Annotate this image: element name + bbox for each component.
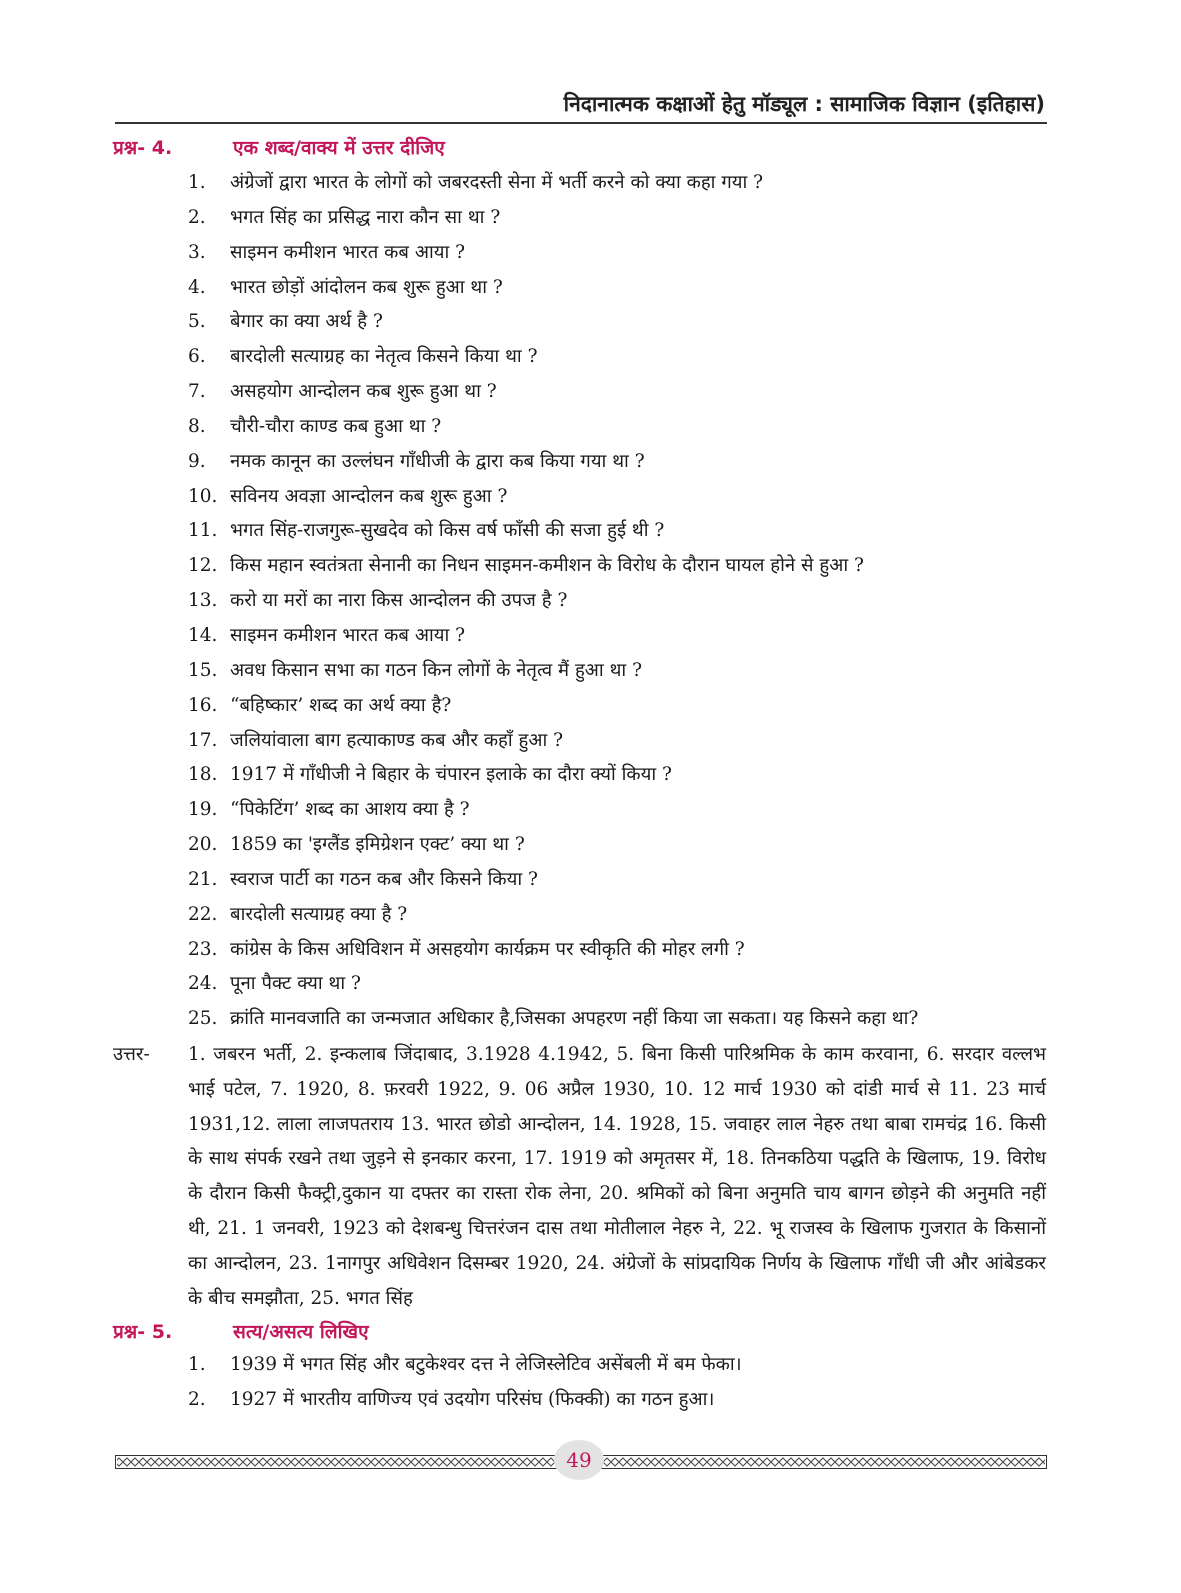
question-text: साइमन कमीशन भारत कब आया ?	[230, 241, 466, 263]
page-header-title: निदानात्मक कक्षाओं हेतु मॉड्यूल : सामाजिक विज्ञान (इतिहास)	[563, 92, 1045, 116]
question-text: असहयोग आन्दोलन कब शुरू हुआ था ?	[230, 381, 497, 403]
question-number: 14.	[188, 624, 218, 646]
question-number: 23.	[188, 938, 218, 960]
question-item	[188, 271, 918, 306]
question-item	[188, 445, 918, 480]
question-text: “बहिष्कार’ शब्द का अर्थ क्या है?	[230, 694, 452, 716]
section-4-label: प्रश्न- 4.	[113, 137, 173, 159]
question-item	[188, 1348, 742, 1383]
question-item	[188, 480, 918, 515]
question-item	[188, 898, 918, 933]
question-text: 1859 का 'इग्लैंड इमिग्रेशन एक्ट’ क्या था ?	[230, 834, 525, 856]
question-number: 5.	[188, 311, 206, 333]
question-item	[188, 863, 918, 898]
question-text: 1917 में गाँधीजी ने बिहार के चंपारन इलाके का दौरा क्यों किया ?	[230, 764, 672, 786]
question-text: “पिकेटिंग’ शब्द का आशय क्या है ?	[230, 799, 470, 821]
question-item	[188, 340, 918, 375]
question-item	[188, 967, 918, 1002]
question-number: 3.	[188, 241, 206, 263]
page-number-badge: 49	[554, 1440, 604, 1480]
question-text: अंग्रेजों द्वारा भारत के लोगों को जबरदस्ती सेना में भर्ती करने को क्या कहा गया ?	[230, 172, 764, 193]
section-5-heading	[113, 1318, 369, 1344]
question-text: अवध किसान सभा का गठन किन लोगों के नेतृत्व मैं हुआ था ?	[230, 659, 643, 681]
question-text: किस महान स्वतंत्रता सेनानी का निधन साइमन-कमीशन के विरोध के दौरान घायल होने से हुआ ?	[230, 555, 864, 577]
question-item	[188, 689, 918, 724]
question-number: 22.	[188, 903, 218, 925]
question-number: 13.	[188, 590, 218, 612]
question-number: 7.	[188, 381, 206, 403]
question-number: 16.	[188, 694, 218, 716]
question-text: भारत छोड़ों आंदोलन कब शुरू हुआ था ?	[230, 276, 503, 298]
question-text: स्वराज पार्टी का गठन कब और किसने किया ?	[230, 868, 538, 890]
question-number: 9.	[188, 450, 206, 472]
question-number: 10.	[188, 485, 218, 507]
question-text: बारदोली सत्याग्रह क्या है ?	[230, 903, 408, 925]
question-number: 11.	[188, 520, 218, 542]
question-number: 12.	[188, 555, 218, 577]
question-number: 1.	[188, 172, 206, 193]
header-divider	[115, 122, 1047, 124]
question-text: भगत सिंह का प्रसिद्ध नारा कौन सा था ?	[230, 206, 501, 228]
question-number: 4.	[188, 276, 206, 298]
question-item	[188, 201, 918, 236]
question-text: चौरी-चौरा काण्ड कब हुआ था ?	[230, 415, 442, 437]
section-4-heading	[113, 134, 445, 160]
question-text: सविनय अवज्ञा आन्दोलन कब शुरू हुआ ?	[230, 485, 508, 507]
question-item	[188, 933, 918, 968]
answer-label: उत्तर-	[113, 1044, 150, 1065]
question-item	[188, 793, 918, 828]
question-number: 2.	[188, 206, 206, 228]
question-number: 6.	[188, 346, 206, 368]
question-text: क्रांति मानवजाति का जन्मजात अधिकार है,जिसका अपहरण नहीं किया जा सकता। यह किसने कहा था?	[230, 1008, 919, 1030]
section-5-label: प्रश्न- 5.	[113, 1321, 173, 1343]
question-item	[188, 1383, 742, 1418]
question-text: बारदोली सत्याग्रह का नेतृत्व किसने किया था ?	[230, 346, 538, 368]
question-item	[188, 514, 918, 549]
question-text: बेगार का क्या अर्थ है ?	[230, 311, 383, 333]
question-item	[188, 375, 918, 410]
question-text: साइमन कमीशन भारत कब आया ?	[230, 624, 466, 646]
question-number: 8.	[188, 415, 206, 437]
answer-text: 1. जबरन भर्ती, 2. इन्कलाब जिंदाबाद, 3.1928 4.1942, 5. बिना किसी पारिश्रमिक के काम करवाना, 6. सरदार वल्लभ भाई पटेल, 7. 1920, 8. फ़रवरी 1922, 9. 06 अप्रैल 1930, 10. 12 मार्च 1930 को दांडी मार्च से 11. 23 मार्च 1931,12. लाला लाजपतराय 13. भारत छोडो आन्दोलन, 14. 1928, 15. जवाहर लाल नेहरु तथा बाबा रामचंद्र 16. किसी के साथ संपर्क रखने तथा जुड़ने से इनकार करना, 17. 1919 को अमृतसर में, 18. तिनकठिया पद्धति के खिलाफ, 19. विरोध के दौरान किसी फैक्ट्री,दुकान या दफ्तर का रास्ता रोक लेना, 20. श्रमिकों को बिना अनुमति चाय बागन छोड़ने की अनुमति नहीं थी, 21. 1 जनवरी, 1923 को देशबन्धु चित्तरंजन दास तथा मोतीलाल नेहरु ने, 22. भू राजस्व के खिलाफ गुजरात के किसानों का आन्दोलन, 23. 1नागपुर अधिवेशन दिसम्बर 1920, 24. अंग्रेजों के सांप्रदायिक निर्णय के खिलाफ गाँधी जी और आंबेडकर के बीच समझौता, 25. भगत सिंह	[188, 1044, 1046, 1309]
question-text: 1939 में भगत सिंह और बटुकेश्वर दत्त ने लेजिस्लेटिव असेंबली में बम फेका।	[230, 1354, 742, 1375]
question-text: पूना पैक्ट क्या था ?	[230, 973, 361, 995]
question-number: 2.	[188, 1388, 206, 1410]
question-number: 25.	[188, 1008, 218, 1030]
question-number: 15.	[188, 659, 218, 681]
question-item	[188, 1002, 918, 1037]
section-5-question-list	[188, 1348, 742, 1418]
question-number: 19.	[188, 799, 218, 821]
question-number: 24.	[188, 973, 218, 995]
question-item	[188, 828, 918, 863]
section-5-title: सत्य/असत्य लिखिए	[233, 1321, 369, 1343]
question-number: 20.	[188, 834, 218, 856]
question-text: जलियांवाला बाग हत्याकाण्ड कब और कहाँ हुआ ?	[230, 729, 564, 751]
question-text: भगत सिंह-राजगुरू-सुखदेव को किस वर्ष फाँसी की सजा हुई थी ?	[230, 520, 665, 542]
question-item	[188, 549, 918, 584]
question-item	[188, 724, 918, 759]
question-number: 18.	[188, 764, 218, 786]
question-item	[188, 619, 918, 654]
question-number: 21.	[188, 868, 218, 890]
question-text: 1927 में भारतीय वाणिज्य एवं उदयोग परिसंघ (फिक्की) का गठन हुआ।	[230, 1388, 715, 1410]
question-item	[188, 584, 918, 619]
question-text: करो या मरों का नारा किस आन्दोलन की उपज है ?	[230, 590, 568, 612]
question-number: 17.	[188, 729, 218, 751]
question-item	[188, 410, 918, 445]
question-text: कांग्रेस के किस अधिविशन में असहयोग कार्यक्रम पर स्वीकृति की मोहर लगी ?	[230, 938, 745, 960]
question-item	[188, 166, 918, 201]
question-item	[188, 305, 918, 340]
question-item	[188, 236, 918, 271]
question-item	[188, 758, 918, 793]
question-item	[188, 654, 918, 689]
question-text: नमक कानून का उल्लंघन गाँधीजी के द्वारा कब किया गया था ?	[230, 450, 645, 472]
section-4-question-list	[188, 166, 918, 1037]
section-4-title: एक शब्द/वाक्य में उत्तर दीजिए	[233, 137, 445, 159]
question-number: 1.	[188, 1354, 206, 1375]
